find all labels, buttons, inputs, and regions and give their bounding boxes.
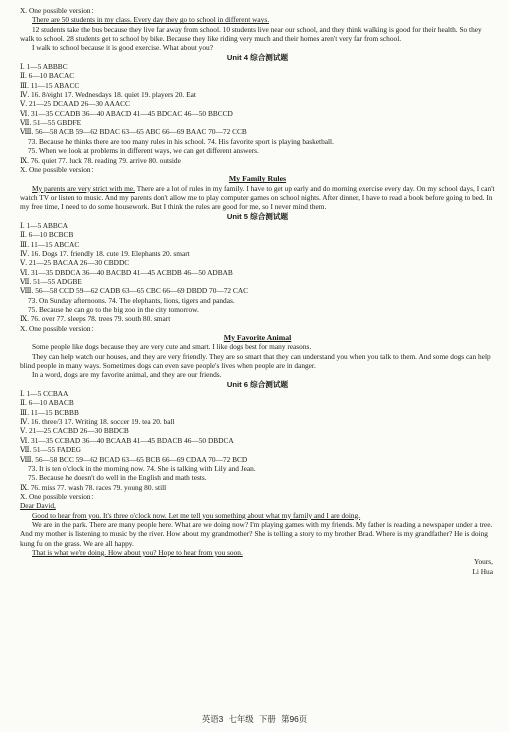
text-line	[20, 473, 495, 482]
text-segment: In a word, dogs are my favorite animal, and they are our friends.	[32, 370, 222, 380]
text-line	[20, 296, 495, 305]
text-line	[20, 184, 495, 212]
text-segment: Ⅴ. 21—25 BACAA 26—30 CBDDC	[20, 258, 130, 268]
text-segment: Good to hear from you. It's three o'clock now. Let me tell you something about what my family and I are doing.	[32, 510, 361, 520]
text-segment: X. One possible version：	[20, 6, 98, 15]
essay-title	[20, 333, 495, 342]
text-segment: Unit 5 综合测试题	[226, 211, 289, 221]
text-segment: There are 50 students in my class. Every day they go to school in different ways.	[32, 15, 270, 25]
text-line	[20, 156, 495, 165]
text-segment: X. One possible version：	[20, 491, 98, 501]
essay-title	[20, 174, 495, 183]
unit-heading	[20, 380, 495, 389]
text-line	[20, 118, 495, 127]
text-line	[20, 99, 495, 108]
text-segment: 75. Because he can go to the big zoo in the city tomorrow.	[28, 305, 199, 314]
text-segment: 73. On Sunday afternoons. 74. The elephants, lions, tigers and pandas.	[28, 295, 235, 305]
text-line	[20, 6, 495, 15]
text-line	[20, 146, 495, 155]
text-segment: 73. Because he thinks there are too many rules in his school. 74. His favorite sport is playing basketball.	[28, 136, 334, 146]
text-line	[20, 455, 495, 464]
text-line	[20, 81, 495, 90]
text-segment: Ⅲ. 11—15 ABCAC	[20, 239, 80, 249]
text-line	[20, 511, 495, 520]
text-segment: 75. Because he doesn't do well in the English and math tests.	[28, 473, 207, 483]
text-segment: Ⅵ. 31—35 CCBAD 36—40 BCAAB 41—45 BDACB 46—50 DBDCA	[20, 435, 234, 445]
text-segment: Ⅷ. 56—58 CCD 59—62 CADB 63—65 CBC 66—69 DBDD 70—72 CAC	[20, 286, 249, 296]
text-segment: Ⅴ. 21—25 CACBD 26—30 BBDCB	[20, 426, 129, 436]
text-line	[20, 90, 495, 99]
text-line	[20, 370, 495, 379]
text-line	[20, 71, 495, 80]
text-segment: Ⅰ. 1—5 ABBBC	[20, 62, 68, 72]
text-segment: Ⅷ. 56—58 ACB 59—62 BDAC 63—65 ABC 66—69 BAAC 70—72 CCB	[20, 127, 247, 137]
text-segment: Ⅶ. 51—55 ADGBE	[20, 276, 82, 286]
text-line	[20, 501, 495, 510]
text-segment: 75. When we look at problems in different ways, we can get different answers.	[28, 146, 259, 156]
text-segment: Ⅱ. 6—10 BACAC	[20, 71, 75, 81]
text-line	[20, 389, 495, 398]
text-segment: 12 students take the bus because they live far away from school. 10 students live near our school, and they think walking is good for their health. So they walk to school. 28 students get to school by bike. Because they like riding very much and their homes aren't very far from school.	[20, 24, 482, 44]
text-segment: Yours,	[473, 557, 493, 567]
text-line	[20, 109, 495, 118]
text-line	[20, 557, 495, 566]
text-segment: X. One possible version：	[20, 323, 98, 333]
text-line	[20, 492, 495, 501]
text-segment: Ⅳ. 16. Dogs 17. friendly 18. cute 19. Elephants 20. smart	[20, 248, 190, 258]
unit-heading	[20, 53, 495, 62]
text-segment: There are a lot of rules in my family. I have to get up early and do morning exercise every day. On my school days, I can't watch TV or listen to music. And my parents don't allow me to play computer games on school nights. After dinner, I have to read a book before going to bed. In my free time, I need to do some housework. But I think the rules are good for me, so I never mind them.	[20, 183, 495, 212]
text-segment: Ⅸ. 76. miss 77. wash 78. races 79. young 80. still	[20, 482, 167, 492]
text-line	[20, 268, 495, 277]
text-segment: Ⅳ. 16. 8/eight 17. Wednesdays 18. quiet 19. players 20. Eat	[20, 90, 196, 100]
text-line	[20, 137, 495, 146]
text-line	[20, 314, 495, 323]
text-line	[20, 305, 495, 314]
text-line	[20, 43, 495, 52]
text-segment: I walk to school because it is good exercise. What about you?	[32, 43, 213, 53]
text-line	[20, 165, 495, 174]
text-line	[20, 548, 495, 557]
text-segment: They can help watch our houses, and they are very friendly. They are so smart that they can understand you when you talk to them. And some dogs can help blind people in many ways. Sometimes dogs can even save people's lives when people are in danger.	[20, 351, 491, 371]
text-segment: Ⅵ. 31—35 CCADB 36—40 ABACD 41—45 BDCAC 46—50 BBCCD	[20, 108, 233, 118]
text-line	[20, 277, 495, 286]
text-line	[20, 286, 495, 295]
text-segment: Ⅲ. 11—15 ABACC	[20, 80, 80, 90]
unit-heading	[20, 212, 495, 221]
text-segment: 73. It is ten o'clock in the morning now. 74. She is talking with Lily and Jean.	[28, 463, 256, 473]
text-line	[20, 408, 495, 417]
text-line	[20, 342, 495, 351]
text-segment: Ⅷ. 56—58 BCC 59—62 BCAD 63—65 BCB 66—69 CDAA 70—72 BCD	[20, 454, 248, 464]
text-segment: Ⅰ. 1—5 CCBAA	[20, 389, 69, 399]
text-segment: Ⅶ. 51—55 GBDFE	[20, 118, 82, 128]
text-line	[20, 230, 495, 239]
text-line	[20, 249, 495, 258]
text-line	[20, 324, 495, 333]
text-segment: Ⅸ. 76. quiet 77. luck 78. reading 79. arrive 80. outside	[20, 155, 181, 165]
text-line	[20, 520, 495, 548]
text-line	[20, 258, 495, 267]
text-line	[20, 62, 495, 71]
text-segment: Some people like dogs because they are very cute and smart. I like dogs best for many reasons.	[32, 342, 312, 352]
text-segment: Unit 4 综合测试题	[226, 52, 289, 62]
text-segment: Ⅲ. 11—15 BCBBB	[20, 407, 79, 417]
text-segment: That is what we're doing. How about you? Hope to hear from you soon.	[32, 547, 243, 557]
text-segment: Unit 6 综合测试题	[226, 379, 289, 389]
text-line	[20, 417, 495, 426]
text-line	[20, 221, 495, 230]
text-segment: My Family Rules	[228, 174, 287, 184]
text-line	[20, 127, 495, 136]
text-line	[20, 436, 495, 445]
text-line	[20, 426, 495, 435]
text-segment: My parents are very strict with me.	[32, 183, 135, 193]
text-segment: Ⅱ. 6—10 BCBCB	[20, 230, 74, 240]
text-line	[20, 25, 495, 44]
text-line	[20, 567, 495, 576]
text-segment: Ⅴ. 21—25 DCAAD 26—30 AAACC	[20, 99, 130, 109]
text-segment: Dear David,	[20, 501, 56, 511]
text-segment: Ⅱ. 6—10 ABACB	[20, 398, 74, 408]
text-segment: Ⅸ. 76. over 77. sleeps 78. trees 79. south 80. smart	[20, 314, 171, 324]
text-segment: Li Hua	[472, 566, 493, 576]
text-line	[20, 398, 495, 407]
text-segment: Ⅶ. 51—55 FADEG	[20, 445, 81, 455]
text-line	[20, 464, 495, 473]
text-segment: Ⅰ. 1—5 ABBCA	[20, 220, 68, 230]
page-footer: 英语3 七年级 下册 第96页	[201, 713, 308, 724]
text-segment: We are in the park. There are many people here. What are we doing now? I'm playing games with my friends. My father is reading a newspaper under a tree. And my mother is listening to music by the river. How about my grandmother? She is telling a story to my brother Brad. Where is my grandfather? He is doing kung fu on the grass. We are all happy.	[20, 519, 493, 548]
text-segment: My Favorite Animal	[223, 333, 292, 343]
text-line	[20, 240, 495, 249]
text-segment: X. One possible version：	[20, 164, 98, 174]
text-line	[20, 352, 495, 371]
text-line	[20, 15, 495, 24]
text-line	[20, 445, 495, 454]
text-segment: Ⅳ. 16. three/3 17. Writing 18. soccer 19. tea 20. ball	[20, 417, 175, 427]
text-line	[20, 483, 495, 492]
text-segment: Ⅵ. 31—35 DBDCA 36—40 BACBD 41—45 ACBDB 46—50 ADBAB	[20, 267, 233, 277]
page-content	[20, 6, 495, 576]
